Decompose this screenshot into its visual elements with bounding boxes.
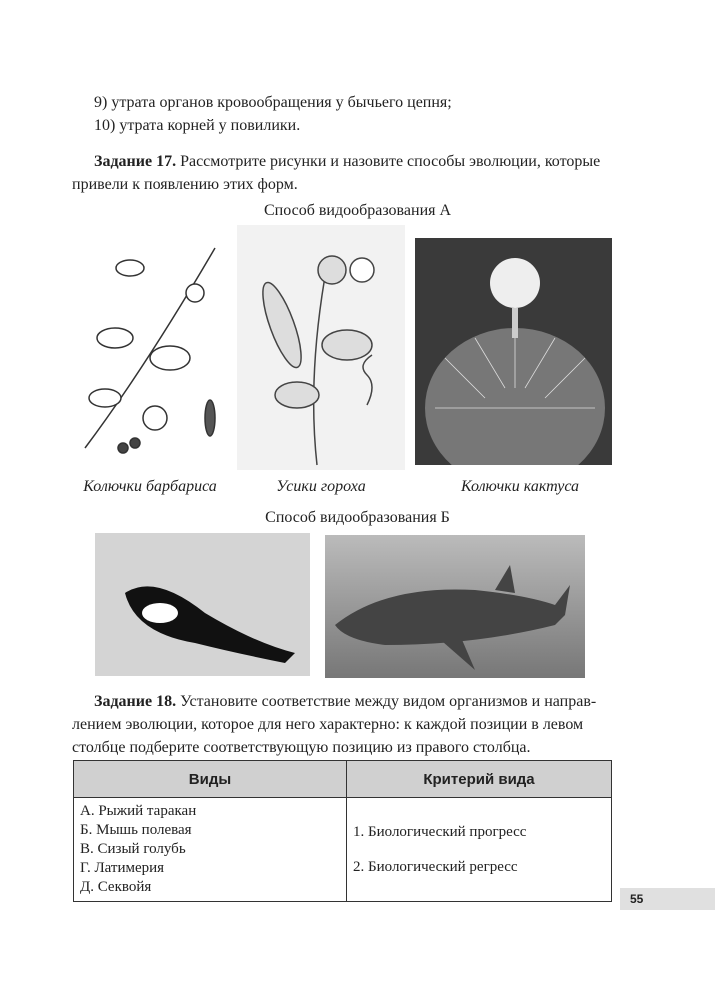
species-item: А. Рыжий таракан xyxy=(80,803,197,819)
species-item: Б. Мышь полевая xyxy=(80,822,192,838)
list-item-10: 10) утрата корней у повилики. xyxy=(94,117,301,134)
orca-photo xyxy=(95,533,310,676)
section-a-heading: Способ видообразования А xyxy=(263,202,452,219)
task18-line3: столбце подберите соответствующую позицию из правого столбца. xyxy=(72,739,531,756)
task17-line1 xyxy=(94,152,600,172)
pea-illustration xyxy=(237,225,405,470)
header-species: Виды xyxy=(74,761,347,798)
species-item: Г. Латимерия xyxy=(80,860,165,876)
caption-cactus: Колючки кактуса xyxy=(460,478,580,495)
page-number: 55 xyxy=(620,888,715,910)
species-list xyxy=(74,798,347,902)
matching-table xyxy=(73,760,612,902)
species-item: В. Сизый голубь xyxy=(80,841,186,857)
species-item: Д. Секвойя xyxy=(80,879,152,895)
task18-label: Задание 18. xyxy=(94,693,177,710)
caption-pea: Усики гороха xyxy=(276,478,366,495)
list-item-9: 9) утрата органов кровообращения у бычьего цепня; xyxy=(94,94,452,111)
caption-barberry: Колючки барбариса xyxy=(83,478,217,495)
criterion-item: 1. Биологический прогресс xyxy=(353,823,527,840)
task18-text: Установите соответствие между видом организмов и направ- xyxy=(176,693,597,710)
task17-text: Рассмотрите рисунки и назовите способы эволюции, которые xyxy=(176,153,601,170)
section-b-heading: Способ видообразования Б xyxy=(265,509,450,526)
task17-line2: привели к появлению этих форм. xyxy=(72,176,298,193)
cactus-photo xyxy=(415,238,612,465)
task18-line2: лением эволюции, которое для него характерно: к каждой позиции в левом xyxy=(72,716,584,733)
task17-label: Задание 17. xyxy=(94,153,177,170)
barberry-illustration xyxy=(75,228,225,460)
criterion-list xyxy=(347,798,612,902)
header-criterion: Критерий вида xyxy=(347,761,612,798)
criterion-item: 2. Биологический регресс xyxy=(353,858,518,875)
whale-shark-photo xyxy=(325,535,585,678)
task18-line1 xyxy=(94,692,596,712)
